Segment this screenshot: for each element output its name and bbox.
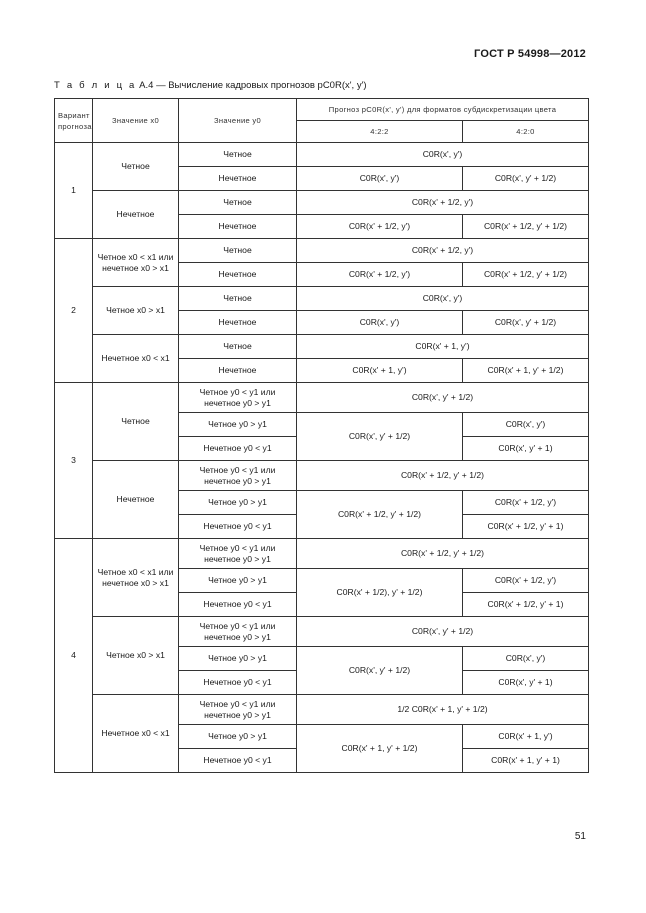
forecast-cell: C0R(x' + 1, y') bbox=[297, 335, 589, 359]
x0-cell: Нечетное bbox=[93, 461, 179, 539]
forecast-cell: C0R(x' + 1/2, y') bbox=[297, 191, 589, 215]
forecast-422-cell: C0R(x' + 1, y') bbox=[297, 359, 463, 383]
y0-cell: Нечетное bbox=[179, 215, 297, 239]
y0-cell: Четное y0 > y1 bbox=[179, 413, 297, 437]
y0-cell: Четное bbox=[179, 287, 297, 311]
forecast-422-cell: C0R(x', y') bbox=[297, 167, 463, 191]
forecast-420-cell: C0R(x' + 1, y') bbox=[463, 725, 589, 749]
forecast-420-cell: C0R(x' + 1/2, y' + 1/2) bbox=[463, 215, 589, 239]
x0-cell: Четное bbox=[93, 143, 179, 191]
y0-cell: Нечетное bbox=[179, 263, 297, 287]
forecast-422-cell: C0R(x', y') bbox=[297, 311, 463, 335]
forecast-420-cell: C0R(x' + 1, y' + 1/2) bbox=[463, 359, 589, 383]
table-row bbox=[55, 617, 589, 647]
y0-cell: Четное y0 > y1 bbox=[179, 491, 297, 515]
x0-cell: Нечетное bbox=[93, 191, 179, 239]
y0-cell: Нечетное bbox=[179, 359, 297, 383]
x0-cell: Четное bbox=[93, 383, 179, 461]
y0-cell: Нечетное y0 < y1 bbox=[179, 515, 297, 539]
y0-cell: Четное bbox=[179, 335, 297, 359]
variant-cell: 1 bbox=[55, 143, 93, 239]
forecast-420-cell: C0R(x' + 1, y' + 1) bbox=[463, 749, 589, 773]
forecast-422-cell: C0R(x' + 1/2), y' + 1/2) bbox=[297, 569, 463, 617]
forecast-422-cell: C0R(x' + 1, y' + 1/2) bbox=[297, 725, 463, 773]
forecast-420-cell: C0R(x', y') bbox=[463, 647, 589, 671]
forecast-420-cell: C0R(x' + 1/2, y' + 1) bbox=[463, 515, 589, 539]
variant-cell: 4 bbox=[55, 539, 93, 773]
forecast-420-cell: C0R(x' + 1/2, y') bbox=[463, 491, 589, 515]
forecast-cell: C0R(x' + 1/2, y' + 1/2) bbox=[297, 539, 589, 569]
forecast-420-cell: C0R(x', y' + 1) bbox=[463, 671, 589, 695]
table-row bbox=[55, 287, 589, 311]
document-id: ГОСТ Р 54998—2012 bbox=[474, 48, 586, 60]
y0-cell: Четное y0 > y1 bbox=[179, 647, 297, 671]
table-row bbox=[55, 239, 589, 263]
caption-prefix: Т а б л и ц а bbox=[54, 80, 137, 91]
forecast-420-cell: C0R(x' + 1/2, y' + 1/2) bbox=[463, 263, 589, 287]
forecast-420-cell: C0R(x', y' + 1/2) bbox=[463, 311, 589, 335]
col-header-420: 4:2:0 bbox=[463, 121, 589, 143]
table-row bbox=[55, 383, 589, 413]
table-row bbox=[55, 191, 589, 215]
y0-cell: Четное y0 > y1 bbox=[179, 569, 297, 593]
y0-cell: Нечетное y0 < y1 bbox=[179, 749, 297, 773]
y0-cell: Четное y0 > y1 bbox=[179, 725, 297, 749]
x0-cell: Нечетное x0 < x1 bbox=[93, 335, 179, 383]
y0-cell: Нечетное y0 < y1 bbox=[179, 671, 297, 695]
table-row bbox=[55, 461, 589, 491]
col-header-422: 4:2:2 bbox=[297, 121, 463, 143]
y0-cell: Четное y0 < y1 или нечетное y0 > y1 bbox=[179, 539, 297, 569]
forecast-420-cell: C0R(x' + 1/2, y') bbox=[463, 569, 589, 593]
y0-cell: Нечетное bbox=[179, 167, 297, 191]
forecast-cell: C0R(x', y') bbox=[297, 143, 589, 167]
y0-cell: Четное y0 < y1 или нечетное y0 > y1 bbox=[179, 383, 297, 413]
forecast-420-cell: C0R(x', y' + 1) bbox=[463, 437, 589, 461]
y0-cell: Четное bbox=[179, 191, 297, 215]
table-row bbox=[55, 539, 589, 569]
caption-text: А.4 — Вычисление кадровых прогнозов pC0R(x', y') bbox=[136, 80, 367, 91]
col-header-forecast: Прогноз pC0R(x', y') для форматов субдискретизации цвета bbox=[297, 99, 589, 121]
forecast-420-cell: C0R(x', y') bbox=[463, 413, 589, 437]
page-number: 51 bbox=[574, 831, 586, 842]
y0-cell: Четное bbox=[179, 239, 297, 263]
forecast-422-cell: C0R(x', y' + 1/2) bbox=[297, 413, 463, 461]
table-row bbox=[55, 695, 589, 725]
y0-cell: Четное y0 < y1 или нечетное y0 > y1 bbox=[179, 617, 297, 647]
table-caption bbox=[54, 80, 367, 91]
table-row bbox=[55, 143, 589, 167]
col-header-variant: Вариант прогноза bbox=[55, 99, 93, 143]
x0-cell: Нечетное x0 < x1 bbox=[93, 695, 179, 773]
table-row bbox=[55, 335, 589, 359]
variant-cell: 2 bbox=[55, 239, 93, 383]
forecast-table bbox=[54, 98, 589, 773]
forecast-cell: C0R(x' + 1/2, y') bbox=[297, 239, 589, 263]
x0-cell: Четное x0 > x1 bbox=[93, 287, 179, 335]
y0-cell: Нечетное bbox=[179, 311, 297, 335]
x0-cell: Четное x0 < x1 или нечетное x0 > x1 bbox=[93, 539, 179, 617]
forecast-422-cell: C0R(x' + 1/2, y') bbox=[297, 263, 463, 287]
y0-cell: Четное y0 < y1 или нечетное y0 > y1 bbox=[179, 695, 297, 725]
forecast-420-cell: C0R(x', y' + 1/2) bbox=[463, 167, 589, 191]
forecast-cell: C0R(x', y' + 1/2) bbox=[297, 617, 589, 647]
y0-cell: Нечетное y0 < y1 bbox=[179, 593, 297, 617]
variant-cell: 3 bbox=[55, 383, 93, 539]
table-header-row bbox=[55, 99, 589, 121]
x0-cell: Четное x0 > x1 bbox=[93, 617, 179, 695]
y0-cell: Нечетное y0 < y1 bbox=[179, 437, 297, 461]
col-header-y0: Значение y0 bbox=[179, 99, 297, 143]
forecast-422-cell: C0R(x', y' + 1/2) bbox=[297, 647, 463, 695]
forecast-cell: C0R(x' + 1/2, y' + 1/2) bbox=[297, 461, 589, 491]
forecast-cell: C0R(x', y') bbox=[297, 287, 589, 311]
y0-cell: Четное y0 < y1 или нечетное y0 > y1 bbox=[179, 461, 297, 491]
y0-cell: Четное bbox=[179, 143, 297, 167]
x0-cell: Четное x0 < x1 или нечетное x0 > x1 bbox=[93, 239, 179, 287]
forecast-cell: 1/2 C0R(x' + 1, y' + 1/2) bbox=[297, 695, 589, 725]
forecast-422-cell: C0R(x' + 1/2, y') bbox=[297, 215, 463, 239]
forecast-422-cell: C0R(x' + 1/2, y' + 1/2) bbox=[297, 491, 463, 539]
col-header-x0: Значение x0 bbox=[93, 99, 179, 143]
forecast-cell: C0R(x', y' + 1/2) bbox=[297, 383, 589, 413]
forecast-420-cell: C0R(x' + 1/2, y' + 1) bbox=[463, 593, 589, 617]
